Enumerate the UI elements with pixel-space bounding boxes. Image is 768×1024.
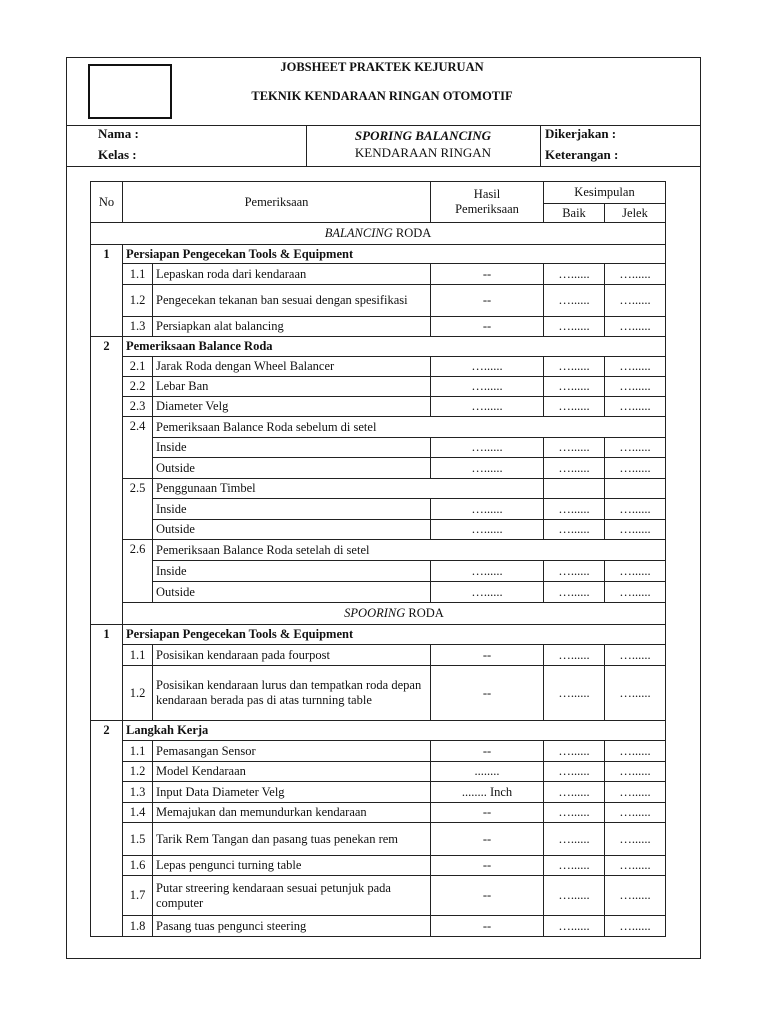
hasil-cell: -- (431, 876, 544, 916)
baik-cell: …...... (544, 856, 605, 876)
baik-cell: …...... (544, 666, 605, 721)
col-header-hasil (431, 182, 544, 223)
hasil-cell: -- (431, 666, 544, 721)
item-text: Tarik Rem Tangan dan pasang tuas penekan rem (153, 823, 431, 856)
baik-cell: …...... (544, 438, 605, 458)
item-number: 1.4 (123, 803, 153, 823)
col-header-jelek: Jelek (605, 204, 666, 223)
group-title: Persiapan Pengecekan Tools & Equipment (123, 245, 666, 264)
item-text: Model Kendaraan (153, 762, 431, 782)
hasil-line2: Pemeriksaan (455, 202, 519, 216)
section-title-rest: RODA (392, 226, 432, 240)
jelek-cell: …...... (605, 582, 666, 603)
jelek-cell: …...... (605, 285, 666, 317)
item-number: 2.6 (123, 540, 153, 603)
divider (66, 166, 701, 167)
jelek-cell: …...... (605, 264, 666, 285)
jelek-cell: …...... (605, 916, 666, 937)
hasil-cell: -- (431, 856, 544, 876)
baik-cell: …...... (544, 499, 605, 520)
jelek-cell: …...... (605, 438, 666, 458)
item-text: Putar streering kendaraan sesuai petunjuk pada computer (153, 876, 431, 916)
hasil-cell: …...... (431, 377, 544, 397)
group-title: Langkah Kerja (123, 721, 666, 741)
item-number: 1.5 (123, 823, 153, 856)
logo-placeholder (88, 64, 172, 119)
checklist-table (90, 181, 666, 937)
baik-cell: …...... (544, 803, 605, 823)
dikerjakan-label: Dikerjakan : (545, 126, 617, 141)
empty-cell (544, 479, 605, 499)
group-title: Pemeriksaan Balance Roda (123, 337, 666, 357)
baik-cell: …...... (544, 561, 605, 582)
hasil-cell: -- (431, 285, 544, 317)
hasil-cell: -- (431, 317, 544, 337)
jelek-cell: …...... (605, 357, 666, 377)
baik-cell: …...... (544, 762, 605, 782)
hasil-cell: …...... (431, 582, 544, 603)
jelek-cell: …...... (605, 397, 666, 417)
baik-cell: …...... (544, 823, 605, 856)
item-number: 1.3 (123, 782, 153, 803)
hasil-cell: …...... (431, 458, 544, 479)
jelek-cell: …...... (605, 782, 666, 803)
hasil-cell: -- (431, 823, 544, 856)
hasil-cell: -- (431, 803, 544, 823)
baik-cell: …...... (544, 520, 605, 540)
item-number: 1.2 (123, 762, 153, 782)
jelek-cell: …...... (605, 823, 666, 856)
item-text: Jarak Roda dengan Wheel Balancer (153, 357, 431, 377)
section-title-spooring (123, 603, 666, 625)
item-text: Memajukan dan memundurkan kendaraan (153, 803, 431, 823)
col-header-pemeriksaan: Pemeriksaan (123, 182, 431, 223)
item-text: Pemeriksaan Balance Roda setelah di setel (153, 540, 666, 561)
item-number: 1.8 (123, 916, 153, 937)
divider (540, 125, 541, 166)
item-number: 2.3 (123, 397, 153, 417)
inside-label: Inside (153, 499, 431, 520)
jelek-cell: …...... (605, 499, 666, 520)
item-number: 2.2 (123, 377, 153, 397)
baik-cell: …...... (544, 582, 605, 603)
empty-cell (605, 479, 666, 499)
item-number: 2.5 (123, 479, 153, 540)
baik-cell: …...... (544, 285, 605, 317)
item-number: 1.3 (123, 317, 153, 337)
outside-label: Outside (153, 458, 431, 479)
item-number: 2.4 (123, 417, 153, 479)
baik-cell: …...... (544, 264, 605, 285)
inside-label: Inside (153, 438, 431, 458)
item-text: Lepas pengunci turning table (153, 856, 431, 876)
outside-label: Outside (153, 520, 431, 540)
hasil-cell: -- (431, 264, 544, 285)
item-text: Pengecekan tekanan ban sesuai dengan spesifikasi (153, 285, 431, 317)
baik-cell: …...... (544, 397, 605, 417)
jelek-cell: …...... (605, 803, 666, 823)
kelas-label: Kelas : (98, 147, 137, 162)
baik-cell: …...... (544, 876, 605, 916)
jelek-cell: …...... (605, 458, 666, 479)
baik-cell: …...... (544, 357, 605, 377)
item-text: Penggunaan Timbel (153, 479, 544, 499)
item-text: Persiapkan alat balancing (153, 317, 431, 337)
item-number: 1.1 (123, 645, 153, 666)
col-header-kesimpulan: Kesimpulan (544, 182, 666, 204)
jelek-cell: …...... (605, 645, 666, 666)
section-title-italic: SPOORING (344, 606, 406, 620)
hasil-cell: …...... (431, 520, 544, 540)
baik-cell: …...... (544, 782, 605, 803)
item-number: 1.7 (123, 876, 153, 916)
outside-label: Outside (153, 582, 431, 603)
section-title-italic: BALANCING (324, 226, 393, 240)
group-number: 1 (91, 625, 123, 721)
inside-label: Inside (153, 561, 431, 582)
item-number: 1.2 (123, 666, 153, 721)
jelek-cell: …...... (605, 520, 666, 540)
doc-title: JOBSHEET PRAKTEK KEJURUAN (280, 60, 484, 74)
item-number: 1.1 (123, 264, 153, 285)
hasil-cell: -- (431, 916, 544, 937)
hasil-cell: ........ (431, 762, 544, 782)
hasil-cell: -- (431, 645, 544, 666)
jelek-cell: …...... (605, 666, 666, 721)
baik-cell: …...... (544, 458, 605, 479)
group-number: 2 (91, 337, 123, 625)
item-number: 1.1 (123, 741, 153, 762)
item-text: Posisikan kendaraan lurus dan tempatkan roda depan kendaraan berada pas di atas turnning table (153, 666, 431, 721)
hasil-cell: -- (431, 741, 544, 762)
topic-subtitle: KENDARAAN RINGAN (354, 145, 492, 160)
jelek-cell: …...... (605, 762, 666, 782)
hasil-cell: …...... (431, 397, 544, 417)
doc-subtitle: TEKNIK KENDARAAN RINGAN OTOMOTIF (251, 89, 513, 103)
hasil-cell: …...... (431, 357, 544, 377)
jelek-cell: …...... (605, 317, 666, 337)
item-text: Lepaskan roda dari kendaraan (153, 264, 431, 285)
keterangan-label: Keterangan : (545, 147, 619, 162)
item-text: Pemasangan Sensor (153, 741, 431, 762)
item-text: Posisikan kendaraan pada fourpost (153, 645, 431, 666)
hasil-cell: …...... (431, 438, 544, 458)
baik-cell: …...... (544, 645, 605, 666)
baik-cell: …...... (544, 741, 605, 762)
group-number: 1 (91, 245, 123, 337)
jelek-cell: …...... (605, 741, 666, 762)
col-header-baik: Baik (544, 204, 605, 223)
jelek-cell: …...... (605, 856, 666, 876)
baik-cell: …...... (544, 377, 605, 397)
item-number: 1.2 (123, 285, 153, 317)
section-title-rest: RODA (405, 606, 444, 620)
nama-label: Nama : (98, 126, 139, 141)
topic-title: SPORING BALANCING (354, 128, 492, 143)
baik-cell: …...... (544, 916, 605, 937)
hasil-line1: Hasil (473, 187, 501, 201)
item-text: Input Data Diameter Velg (153, 782, 431, 803)
section-title-balancing (91, 223, 666, 245)
item-text: Lebar Ban (153, 377, 431, 397)
item-text: Pasang tuas pengunci steering (153, 916, 431, 937)
group-title: Persiapan Pengecekan Tools & Equipment (123, 625, 666, 645)
jelek-cell: …...... (605, 561, 666, 582)
hasil-cell: ........ Inch (431, 782, 544, 803)
item-text: Diameter Velg (153, 397, 431, 417)
baik-cell: …...... (544, 317, 605, 337)
hasil-cell: …...... (431, 561, 544, 582)
jelek-cell: …...... (605, 876, 666, 916)
group-number: 2 (91, 721, 123, 937)
item-number: 2.1 (123, 357, 153, 377)
hasil-cell: …...... (431, 499, 544, 520)
item-text: Pemeriksaan Balance Roda sebelum di setel (153, 417, 666, 438)
item-number: 1.6 (123, 856, 153, 876)
jelek-cell: …...... (605, 377, 666, 397)
col-header-no: No (91, 182, 123, 223)
